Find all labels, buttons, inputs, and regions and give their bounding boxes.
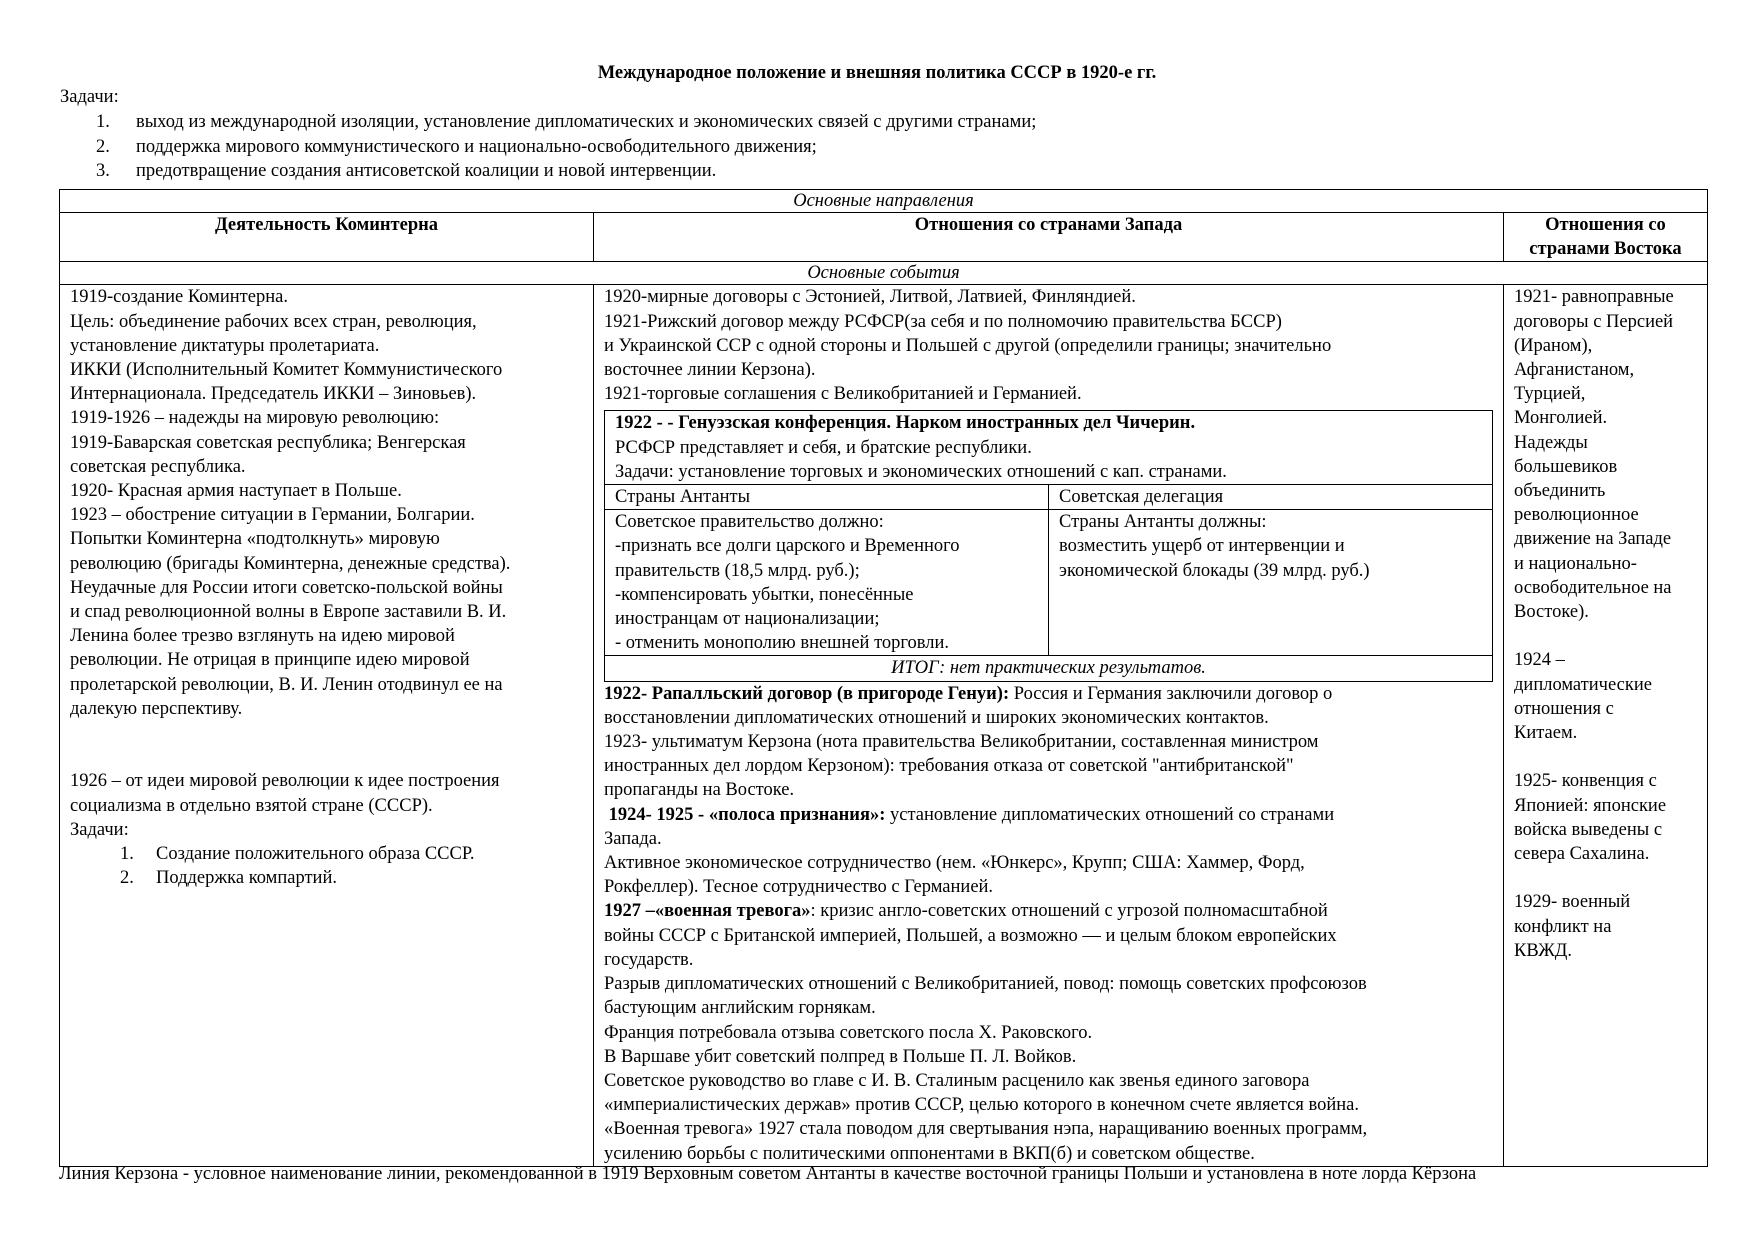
task-item: 2. поддержка мирового коммунистического и национально-освободительного движения; bbox=[96, 136, 817, 157]
main-table bbox=[59, 189, 1708, 1167]
task-item: 3. предотвращение создания антисоветской коалиции и новой интервенции. bbox=[96, 161, 717, 181]
tasks-label: Задачи: bbox=[60, 87, 119, 107]
section-directions: Основные направления bbox=[60, 190, 1708, 213]
east-cell: 1921- равноправные договоры с Персией (Ираном), Афганистаном, Турцией, Монголией. Надежды большевиков объединить революционное движение на Западе и национально- освободительное на Востоке). 1924 – дипломатические отношения с Китаем. 1925- конвенция с Японией: японские войска выведены с севера Сахалина. 1929- военный конфликт на КВЖД. bbox=[1504, 285, 1708, 1166]
section-events: Основные события bbox=[60, 262, 1708, 285]
header-comintern: Деятельность Коминтерна bbox=[60, 213, 594, 262]
header-west: Отношения со странами Запада bbox=[594, 213, 1504, 262]
tasks-list bbox=[96, 110, 1036, 184]
page-title: Международное положение и внешняя политика СССР в 1920-е гг. bbox=[597, 63, 1157, 83]
comintern-cell: 1919-создание Коминтерна. Цель: объединение рабочих всех стран, революция, установление диктатуры пролетариата. ИККИ (Исполнительный Комитет Коммунистического Интернационала. Председатель ИККИ – Зиновьев). 1919-1926 – надежды на мировую революцию: 1919-Баварская советская республика; Венгерская советская республика. 1920- Красная армия наступает в Польше. 1923 – обострение ситуации в Германии, Болгарии. Попытки Коминтерна «подтолкнуть» мировую революцию (бригады Коминтерна, денежные средства). Неудачные для России итоги советско-польской войны и спад революционной волны в Европе заставили В. И. Ленина более трезво взглянуть на идею мировой революции. Не отрицая в принципе идею мировой пролетарской революции, В. И. Ленин отодвинул ее на далекую перспективу. 1926 – от идеи мировой революции к идее построения социализма в отдельно взятой стране (СССР). Задачи: 1. Создание положительного образа СССР. 2. Поддержка компартий. bbox=[60, 285, 594, 1166]
entente-demands: Советское правительство должно: -признать все долги царского и Временного правительств (18,5 млрд. руб.); -компенсировать убытки, понесённые иностранцам от национализации; - отменить монополию внешней торговли. bbox=[605, 510, 1049, 656]
footnote: Линия Керзона - условное наименование линии, рекомендованной в 1919 Верховным советом Антанты в качестве восточной границы Польши и установлена в ноте лорда Кёрзона bbox=[59, 1164, 1477, 1184]
soviet-demands: Страны Антанты должны: возместить ущерб от интервенции и экономической блокады (39 млрд. руб.) bbox=[1049, 510, 1493, 656]
comintern-tasks bbox=[70, 842, 589, 890]
header-east: Отношения со странами Востока bbox=[1504, 213, 1708, 262]
genoa-title-cell: 1922 - - Генуэзская конференция. Нарком иностранных дел Чичерин. РСФСР представляет и себя, и братские республики. Задачи: установление торговых и экономических отношений с кап. странами. bbox=[605, 411, 1493, 485]
entente-header: Страны Антанты bbox=[605, 485, 1049, 510]
west-cell: 1920-мирные договоры с Эстонией, Литвой, Латвией, Финляндией. 1921-Рижский договор между РСФСР(за себя и по полномочию правительства БССР) и Украинской ССР с одной стороны и Польшей с другой (определили границы; значительно восточнее линии Керзона). 1921-торговые соглашения с Великобританией и Германией. 1922 - - Генуэзская конференция. Нарком иностранных дел Чичерин. РСФСР представляет и себя, и братские республики. Задачи: установление торговых и экономических отношений с кап. странами. Страны Антанты Советская делегация Советское правительство должно: -признать все долги царского и Временного правительств (18,5 млрд. руб.); -компенсировать убытки, понесённые иностранцам от национализации; - отменить монополию внешней торговли. Страны Антанты должны: возместить ущерб от интервенции и экономической блокады (39 млрд. руб.) ИТОГ: нет практических результатов. 1922- Рапалльский договор (в пригороде Генуи): Россия и Германия заключили договор о восстановлении дипломатических отношений и широких экономических контактов. 1923- ультиматум Керзона (нота правительства Великобритании, составленная министром иностранных дел лордом Керзоном): требования отказа от советской "антибританской" пропаганды на Востоке. 1924- 1925 - «полоса признания»: установление дипломатических отношений со странами Запада. Активное экономическое сотрудничество (нем. «Юнкерс», Крупп; США: Хаммер, Форд, Рокфеллер). Тесное сотрудничество с Германией. 1927 –«военная тревога»: кризис англо-советских отношений с угрозой полномасштабной войны СССР с Британской империей, Польшей, а возможно — и целым блоком европейских государств. Разрыв дипломатических отношений с Великобританией, повод: помощь советских профсоюзов бастующим английским горнякам. Франция потребовала отзыва советского посла Х. Раковского. В Варшаве убит советский полпред в Польше П. Л. Войков. Советское руководство во главе с И. В. Сталиным расценило как звенья единого заговора «империалистических держав» против СССР, целью которого в конечном счете является война. «Военная тревога» 1927 стала поводом для свертывания нэпа, наращиванию военных программ, усилению борьбы с политическими оппонентами в ВКП(б) и советском обществе. bbox=[594, 285, 1504, 1166]
genoa-result: ИТОГ: нет практических результатов. bbox=[605, 656, 1493, 681]
genoa-conference-table bbox=[604, 410, 1493, 681]
task-item: 1. выход из международной изоляции, установление дипломатических и экономических связей с другими странами; bbox=[96, 112, 1037, 132]
list-item: 1. Создание положительного образа СССР. bbox=[120, 844, 475, 865]
list-item: 2. Поддержка компартий. bbox=[120, 868, 337, 889]
soviet-delegation-header: Советская делегация bbox=[1049, 485, 1493, 510]
